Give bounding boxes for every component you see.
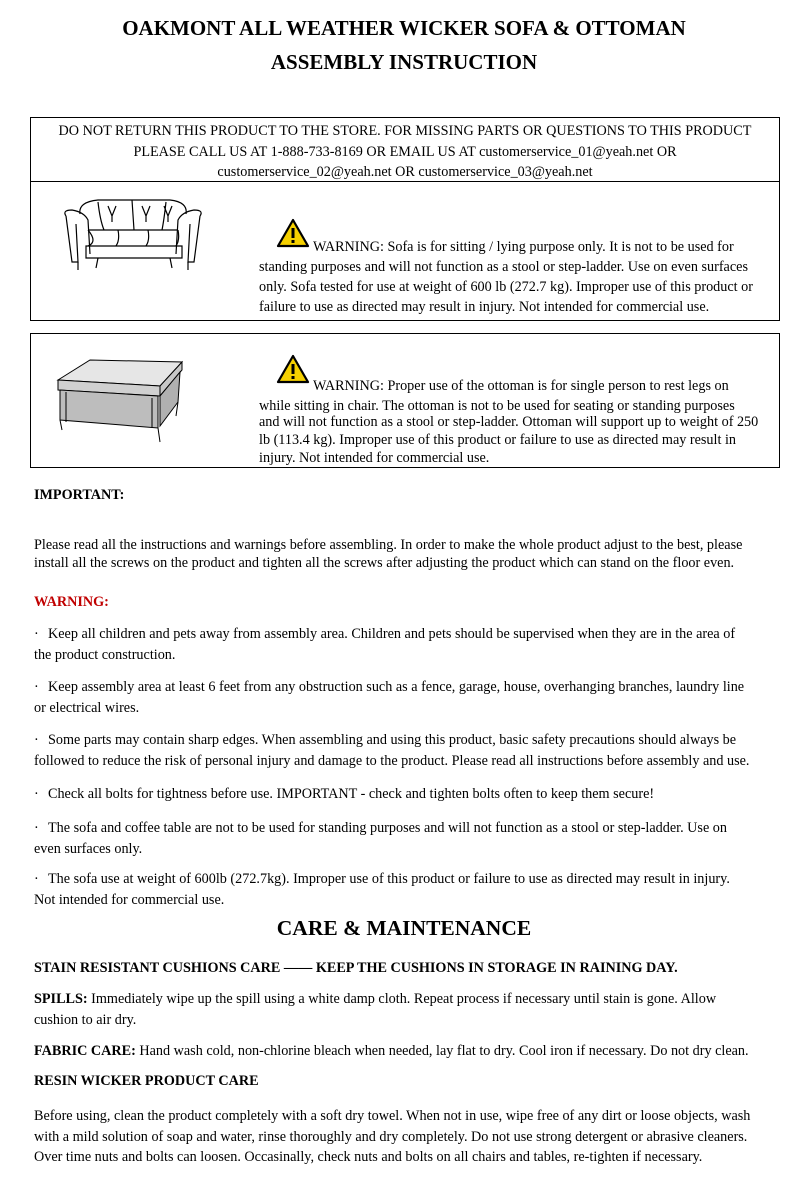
warning-item-6: · The sofa use at weight of 600lb (272.7kg). Improper use of this product or failure to use as directed may result in injury. Not intended for commercial use. bbox=[34, 871, 730, 908]
bullet-icon: · bbox=[34, 820, 39, 836]
ottoman-warning-line-3: and will not function as a stool or step-ladder. Ottoman will support up to weight of 250 bbox=[259, 414, 759, 430]
notice-line-3: customerservice_02@yeah.net OR customerservice_03@yeah.net bbox=[217, 164, 593, 180]
care-heading: CARE & MAINTENANCE bbox=[276, 916, 532, 940]
fabric-care-paragraph: FABRIC CARE: Hand wash cold, non-chlorine bleach when needed, lay flat to dry. Cool iron if necessary. Do not dry clean. bbox=[34, 1043, 749, 1059]
fabric-care-label: FABRIC CARE: bbox=[34, 1043, 136, 1059]
ottoman-warning-line-2: while sitting in chair. The ottoman is not to be used for seating or standing purposes bbox=[259, 398, 735, 414]
warning-triangle-icon bbox=[276, 218, 310, 248]
warning-item-3: · Some parts may contain sharp edges. When assembling and using this product, basic safety precautions should always be followed to reduce the risk of personal injury and damage to the product. Please read all instructions before assembly and use. bbox=[34, 732, 750, 769]
ottoman-warning-line-1: WARNING: Proper use of the ottoman is for single person to rest legs on bbox=[313, 378, 729, 394]
warning-item-5: · The sofa and coffee table are not to be used for standing purposes and will not function as a stool or step-ladder. Use on even surfaces only. bbox=[34, 820, 727, 857]
warning-item-4: · Check all bolts for tightness before use. IMPORTANT - check and tighten bolts often to keep them secure! bbox=[34, 784, 774, 805]
warning-item-1: · Keep all children and pets away from assembly area. Children and pets should be supervised when they are in the area of the product construction. bbox=[34, 626, 736, 663]
ottoman-warning-line-4: lb (113.4 kg). Improper use of this product or failure to use as directed may result in bbox=[259, 432, 736, 448]
notice-line-2: PLEASE CALL US AT 1-888-733-8169 OR EMAIL US AT customerservice_01@yeah.net OR bbox=[133, 143, 677, 160]
important-line-2: install all the screws on the product and tighten all the screws after adjusting the product which can stand on the floor even. bbox=[34, 555, 735, 571]
important-line-1: Please read all the instructions and warnings before assembling. In order to make the whole product adjust to the best, please bbox=[34, 537, 743, 553]
warning-item-2: · Keep assembly area at least 6 feet from any obstruction such as a fence, garage, house, overhanging branches, laundry line or electrical wires. bbox=[34, 679, 745, 716]
page-title: OAKMONT ALL WEATHER WICKER SOFA & OTTOMAN bbox=[122, 16, 686, 40]
ottoman-illustration bbox=[50, 356, 190, 446]
sofa-illustration bbox=[58, 190, 208, 290]
sofa-warning-line-2: standing purposes and will not function as a stool or step-ladder. Use on even surfaces bbox=[259, 259, 748, 275]
sofa-warning-line-3: only. Sofa tested for use at weight of 600 lb (272.7 kg). Improper use of this product or bbox=[259, 279, 753, 295]
sofa-warning-line-1: WARNING: Sofa is for sitting / lying purpose only. It is not to be used for bbox=[313, 239, 734, 255]
bullet-icon: · bbox=[34, 732, 39, 748]
warning-triangle-icon bbox=[276, 354, 310, 384]
bullet-icon: · bbox=[34, 679, 39, 695]
bullet-icon: · bbox=[34, 871, 39, 887]
resin-care-heading: RESIN WICKER PRODUCT CARE bbox=[34, 1073, 259, 1089]
spills-paragraph: SPILLS: Immediately wipe up the spill using a white damp cloth. Repeat process if necessary until stain is gone. Allow cushion to air dry. bbox=[34, 991, 717, 1028]
important-heading: IMPORTANT: bbox=[34, 487, 125, 503]
notice-line-1: DO NOT RETURN THIS PRODUCT TO THE STORE. FOR MISSING PARTS OR QUESTIONS TO THIS PRODUCT bbox=[58, 123, 752, 139]
page-subtitle: ASSEMBLY INSTRUCTION bbox=[270, 50, 538, 74]
bullet-icon: · bbox=[34, 786, 39, 802]
cushion-care-heading: STAIN RESISTANT CUSHIONS CARE —— KEEP THE CUSHIONS IN STORAGE IN RAINING DAY. bbox=[34, 960, 678, 976]
sofa-warning-line-4: failure to use as directed may result in injury. Not intended for commercial use. bbox=[259, 299, 710, 315]
spills-label: SPILLS: bbox=[34, 991, 88, 1007]
ottoman-warning-line-5: injury. Not intended for commercial use. bbox=[259, 450, 490, 466]
bullet-icon: · bbox=[34, 626, 39, 642]
resin-care-paragraph: Before using, clean the product completely with a soft dry towel. When not in use, wipe free of any dirt or loose objects, wash with a mild solution of soap and water, rinse thoroughly and dry completely. Do not use strong detergent or abrasive cleaners. Over time nuts and bolts can loosen. Occasinally, check nuts and bolts on all chairs and tables, re-tighten if necessary. bbox=[34, 1108, 751, 1165]
warning-heading: WARNING: bbox=[34, 594, 109, 610]
contact-notice bbox=[30, 117, 780, 182]
